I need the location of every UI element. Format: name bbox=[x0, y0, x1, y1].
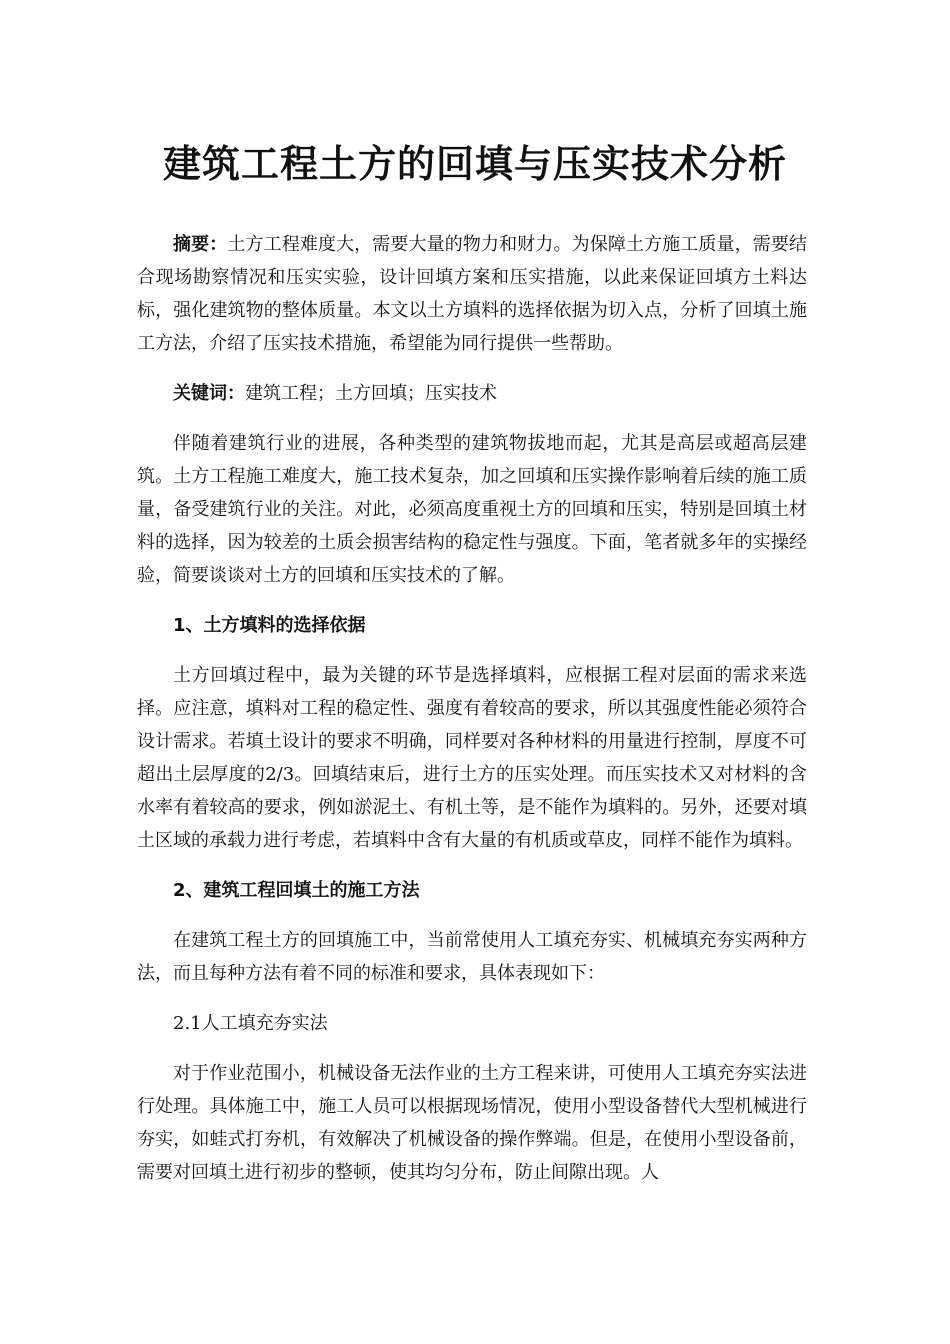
section-2-heading: 2、建筑工程回填土的施工方法 bbox=[173, 880, 420, 901]
section-1-heading: 1、土方填料的选择依据 bbox=[173, 615, 366, 636]
section-2-paragraph: 在建筑工程土方的回填施工中，当前常使用人工填充夯实、机械填充夯实两种方法，而且每种方法有着不同的标准和要求，具体表现如下： bbox=[137, 930, 807, 984]
document-body bbox=[137, 228, 807, 1206]
section-2-1-paragraph: 对于作业范围小，机械设备无法作业的土方工程来讲，可使用人工填充夯实法进行处理。具体施工中，施工人员可以根据现场情况，使用小型设备替代大型机械进行夯实，如蛙式打夯机，有效解决了机械设备的操作弊端。但是，在使用小型设备前，需要对回填土进行初步的整顿，使其均匀分布，防止间隙出现。人 bbox=[137, 1063, 807, 1183]
section-1-paragraph: 土方回填过程中，最为关键的环节是选择填料，应根据工程对层面的需求来选择。应注意，填料对工程的稳定性、强度有着较高的要求，所以其强度性能必须符合设计需求。若填土设计的要求不明确，同样要对各种材料的用量进行控制，厚度不可超出土层厚度的2/3。回填结束后，进行土方的压实处理。而压实技术又对材料的含水率有着较高的要求，例如淤泥土、有机土等，是不能作为填料的。另外，还要对填土区域的承载力进行考虑，若填料中含有大量的有机质或草皮，同样不能作为填料。 bbox=[137, 665, 807, 851]
keywords-label: 关键词： bbox=[173, 383, 245, 404]
abstract-text: 土方工程难度大，需要大量的物力和财力。为保障土方施工质量，需要结合现场勘察情况和压实实验，设计回填方案和压实措施，以此来保证回填方土料达标，强化建筑物的整体质量。本文以土方填料的选择依据为切入点，分析了回填土施工方法，介绍了压实技术措施，希望能为同行提供一些帮助。 bbox=[137, 234, 808, 354]
abstract-label: 摘要： bbox=[173, 234, 228, 255]
document-title: 建筑工程土方的回填与压实技术分析 bbox=[162, 142, 787, 186]
intro-paragraph: 伴随着建筑行业的进展，各种类型的建筑物拔地而起，尤其是高层或超高层建筑。土方工程施工难度大，施工技术复杂，加之回填和压实操作影响着后续的施工质量，备受建筑行业的关注。对此，必须高度重视土方的回填和压实，特别是回填土材料的选择，因为较差的土质会损害结构的稳定性与强度。下面，笔者就多年的实操经验，简要谈谈对土方的回填和压实技术的了解。 bbox=[137, 433, 807, 586]
section-2-1-heading: 2.1人工填充夯实法 bbox=[173, 1013, 328, 1034]
keywords-paragraph bbox=[137, 377, 807, 410]
keywords-text: 建筑工程；土方回填；压实技术 bbox=[245, 383, 497, 404]
abstract-paragraph bbox=[137, 228, 807, 360]
